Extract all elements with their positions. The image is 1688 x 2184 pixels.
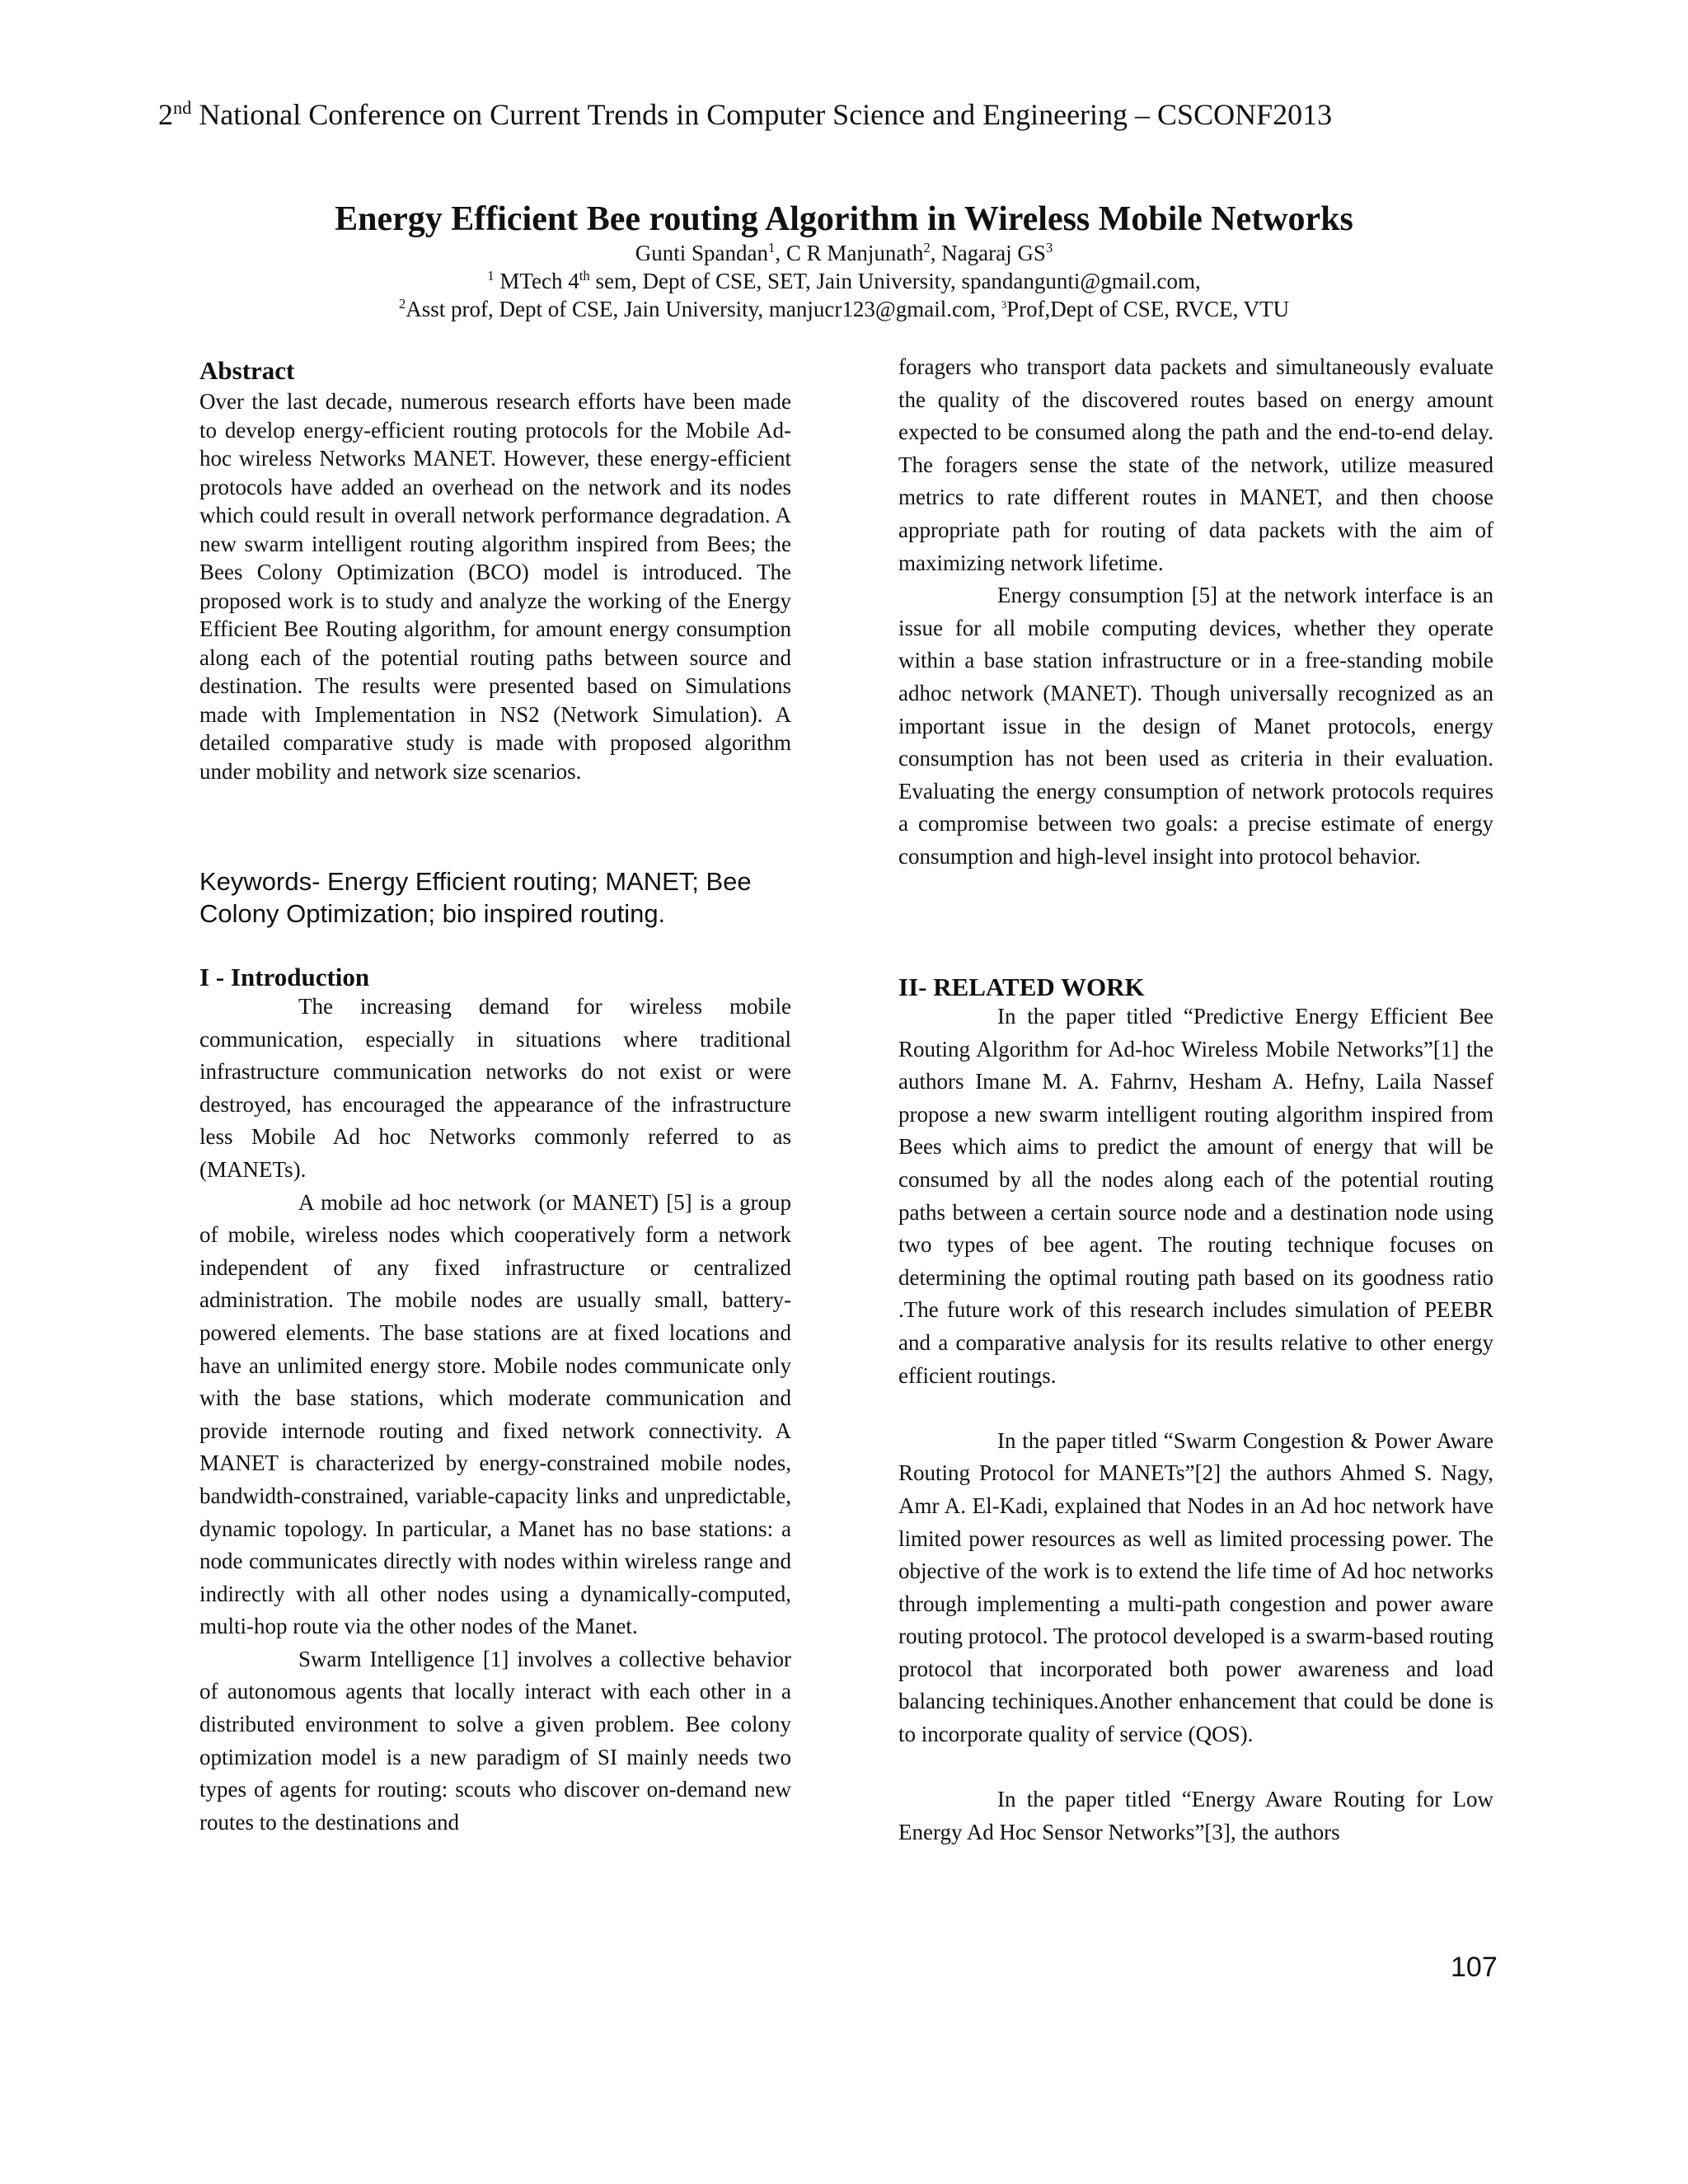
intro-paragraph-1: The increasing demand for wireless mobile communication, especially in situations where traditional infrastructure communication networks do not exist or were destroyed, has encouraged the appearance of the infrastructure less Mobile Ad hoc Networks commonly referred to as (MANETs). bbox=[199, 994, 791, 1182]
page-number: 107 bbox=[1451, 1952, 1498, 1983]
author-line bbox=[0, 241, 1688, 266]
related-work-body bbox=[898, 1001, 1493, 1849]
affiliation-2-part-b: Prof,Dept of CSE, RVCE, VTU bbox=[1006, 297, 1290, 321]
author-3: , Nagaraj GS bbox=[930, 241, 1046, 265]
affiliation-2-part-a: Asst prof, Dept of CSE, Jain University, manjucr123@gmail.com, bbox=[406, 297, 1001, 321]
author-1: Gunti Spandan bbox=[635, 241, 768, 265]
running-header bbox=[158, 97, 1332, 132]
affiliation-line-2 bbox=[0, 297, 1688, 322]
affiliation-1-part-a: MTech 4 bbox=[494, 269, 579, 293]
energy-paragraph: Energy consumption [5] at the network interface is an issue for all mobile computing devices, whether they operate within a base station infrastructure or in a free-standing mobile adhoc network (MANET). Though universally recognized as an important issue in the design of Manet protocols, energy consumption has not been used as criteria in their evaluation. Evaluating the energy consumption of network protocols requires a compromise between two goals: a precise estimate of energy consumption and high-level insight into protocol behavior. bbox=[898, 583, 1493, 869]
author-2: , C R Manjunath bbox=[775, 241, 924, 265]
abstract-text: Over the last decade, numerous research efforts have been made to develop energy-efficient routing protocols for the Mobile Ad-hoc wireless Networks MANET. However, these energy-efficient protocols have added an overhead on the network and its nodes which could result in overall network performance degradation. A new swarm intelligent routing algorithm inspired from Bees; the Bees Colony Optimization (BCO) model is introduced. The proposed work is to study and analyze the working of the Energy Efficient Bee Routing algorithm, for amount energy consumption along each of the potential routing paths between source and destination. The results were presented based on Simulations made with Implementation in NS2 (Network Simulation). A detailed comparative study is made with proposed algorithm under mobility and network size scenarios. bbox=[199, 389, 791, 784]
right-column-top bbox=[898, 351, 1493, 874]
header-text: National Conference on Current Trends in Computer Science and Engineering – CSCONF2013 bbox=[191, 98, 1333, 131]
related-paragraph-2: In the paper titled “Swarm Congestion & Power Aware Routing Protocol for MANETs”[2] the authors Ahmed S. Nagy, Amr A. El-Kadi, explained that Nodes in an Ad hoc network have limited power resources as well as limited processing power. The objective of the work is to extend the life time of Ad hoc networks through implementing a multi-path congestion and power aware routing protocol. The protocol developed is a swarm-based routing protocol that incorporated both power awareness and load balancing techiniques.Another enhancement that could be done is to incorporate quality of service (QOS). bbox=[898, 1427, 1493, 1747]
keywords: Keywords- Energy Efficient routing; MANET; Bee Colony Optimization; bio inspired routing. bbox=[199, 867, 752, 928]
affiliation-1-sup: 1 bbox=[487, 268, 495, 284]
related-paragraph-3: In the paper titled “Energy Aware Routing for Low Energy Ad Hoc Sensor Networks”[3], the authors bbox=[898, 1787, 1493, 1844]
continuation-paragraph: foragers who transport data packets and simultaneously evaluate the quality of the discovered routes based on energy amount expected to be consumed along the path and the end-to-end delay. The foragers sense the state of the network, utilize measured metrics to rate different routes in MANET, and then choose appropriate path for routing of data packets with the aim of maximizing network lifetime. bbox=[898, 354, 1493, 575]
introduction-heading: I - Introduction bbox=[199, 963, 370, 991]
affiliation-3-sup: 3 bbox=[1001, 299, 1007, 311]
affiliation-1-sup-th: th bbox=[579, 268, 590, 284]
affiliation-2-sup: 2 bbox=[398, 296, 406, 312]
author-3-sup: 3 bbox=[1045, 240, 1053, 255]
abstract-heading: Abstract bbox=[199, 356, 295, 385]
intro-paragraph-3: Swarm Intelligence [1] involves a collective behavior of autonomous agents that locally interact with each other in a distributed environment to solve a given problem. Bee colony optimization model is a new paradigm of SI mainly needs two types of agents for routing: scouts who discover on-demand new routes to the destinations and bbox=[199, 1646, 791, 1835]
related-work-heading: II- RELATED WORK bbox=[898, 972, 1145, 1001]
author-1-sup: 1 bbox=[767, 240, 776, 255]
affiliation-1-part-b: sem, Dept of CSE, SET, Jain University, spandangunti@gmail.com, bbox=[589, 269, 1201, 293]
intro-paragraph-2: A mobile ad hoc network (or MANET) [5] is a group of mobile, wireless nodes which cooperatively form a network independent of any fixed infrastructure or centralized administration. The mobile nodes are usually small, battery-powered elements. The base stations are at fixed locations and have an unlimited energy store. Mobile nodes communicate only with the base stations, which moderate communication and provide internode routing and fixed network connectivity. A MANET is characterized by energy-constrained mobile nodes, bandwidth-constrained, variable-capacity links and unpredictable, dynamic topology. In particular, a Manet has no base stations: a node communicates directly with nodes within wireless range and indirectly with all other nodes using a dynamically-computed, multi-hop route via the other nodes of the Manet. bbox=[199, 1189, 791, 1639]
paper-title: Energy Efficient Bee routing Algorithm in Wireless Mobile Networks bbox=[335, 200, 1353, 238]
affiliation-line-1 bbox=[0, 269, 1688, 294]
introduction-body bbox=[199, 991, 791, 1839]
author-2-sup: 2 bbox=[923, 240, 931, 255]
header-ordinal-sup: nd bbox=[173, 97, 192, 118]
header-ordinal: 2 bbox=[158, 98, 173, 131]
related-paragraph-1: In the paper titled “Predictive Energy Efficient Bee Routing Algorithm for Ad-hoc Wireless Mobile Networks”[1] the authors Imane M. A. Fahrnv, Hesham A. Hefny, Laila Nassef propose a new swarm intelligent routing algorithm inspired from Bees which aims to predict the amount of energy that will be consumed by all the nodes along each of the potential routing paths between a certain source node and a destination node using two types of bee agent. The routing technique focuses on determining the optimal routing path based on its goodness ratio .The future work of this research includes simulation of PEEBR and a comparative analysis for its results relative to other energy efficient routings. bbox=[898, 1004, 1493, 1388]
